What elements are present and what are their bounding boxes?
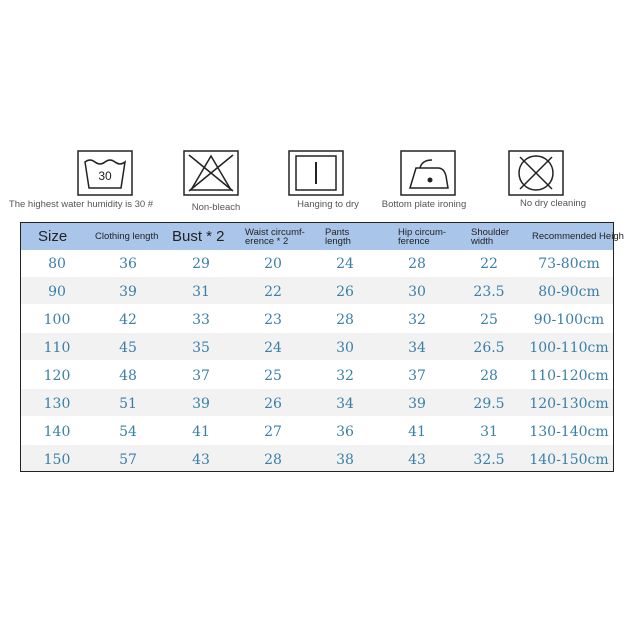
care-label-wash: The highest water humidity is 30 # — [8, 199, 154, 210]
cell-recommended-height: 73-80cm — [538, 256, 600, 272]
wash-temp-label: 30 — [98, 169, 112, 183]
cell-pants-length: 32 — [336, 368, 354, 384]
hang-dry-icon — [288, 150, 344, 196]
cell-hip: 41 — [408, 424, 426, 440]
cell-size: 110 — [43, 340, 71, 356]
cell-recommended-height: 80-90cm — [538, 284, 600, 300]
cell-hip: 39 — [408, 396, 426, 412]
header-waist: Waist circumf- erence * 2 — [245, 226, 305, 247]
cell-bust: 41 — [192, 424, 210, 440]
care-label-no-dry-clean: No dry cleaning — [519, 198, 587, 209]
header-hip: Hip circum- ference — [398, 226, 447, 247]
cell-hip: 34 — [408, 340, 426, 356]
cell-bust: 39 — [192, 396, 210, 412]
cell-clothing-length: 48 — [119, 368, 137, 384]
cell-shoulder: 23.5 — [473, 284, 505, 300]
cell-bust: 31 — [192, 284, 210, 300]
header-clothing-length: Clothing length — [95, 231, 159, 242]
cell-clothing-length: 57 — [119, 452, 137, 468]
cell-size: 80 — [48, 256, 66, 272]
cell-shoulder: 32.5 — [473, 452, 505, 468]
cell-hip: 30 — [408, 284, 426, 300]
no-bleach-icon — [183, 150, 239, 196]
cell-recommended-height: 90-100cm — [533, 312, 605, 328]
cell-shoulder: 25 — [480, 312, 498, 328]
cell-clothing-length: 36 — [119, 256, 137, 272]
cell-clothing-length: 42 — [119, 312, 137, 328]
cell-pants-length: 28 — [336, 312, 354, 328]
cell-size: 140 — [43, 424, 71, 440]
cell-bust: 29 — [192, 256, 210, 272]
cell-hip: 32 — [408, 312, 426, 328]
cell-waist: 24 — [264, 340, 282, 356]
cell-size: 150 — [43, 452, 71, 468]
cell-shoulder: 31 — [480, 424, 498, 440]
cell-waist: 26 — [264, 396, 282, 412]
cell-recommended-height: 140-150cm — [529, 452, 609, 468]
care-label-iron: Bottom plate ironing — [381, 199, 467, 210]
cell-clothing-length: 39 — [119, 284, 137, 300]
wash-30-icon — [77, 150, 133, 196]
cell-size: 130 — [43, 396, 71, 412]
cell-size: 120 — [43, 368, 71, 384]
cell-bust: 37 — [192, 368, 210, 384]
cell-pants-length: 26 — [336, 284, 354, 300]
cell-waist: 27 — [264, 424, 282, 440]
cell-pants-length: 24 — [336, 256, 354, 272]
care-label-hang-dry: Hanging to dry — [297, 199, 359, 210]
cell-waist: 22 — [264, 284, 282, 300]
no-dry-clean-icon — [508, 150, 564, 196]
cell-pants-length: 34 — [336, 396, 354, 412]
cell-bust: 43 — [192, 452, 210, 468]
cell-hip: 37 — [408, 368, 426, 384]
cell-recommended-height: 110-120cm — [529, 368, 609, 384]
header-recommended-height: Recommended Heigh — [532, 231, 624, 242]
cell-waist: 28 — [264, 452, 282, 468]
cell-waist: 25 — [264, 368, 282, 384]
cell-recommended-height: 120-130cm — [529, 396, 609, 412]
header-shoulder: Shoulder width — [471, 226, 510, 247]
cell-shoulder: 28 — [480, 368, 498, 384]
cell-waist: 20 — [264, 256, 282, 272]
cell-hip: 28 — [408, 256, 426, 272]
cell-pants-length: 36 — [336, 424, 354, 440]
cell-hip: 43 — [408, 452, 426, 468]
header-pants-length: Pants length — [325, 226, 351, 247]
cell-size: 100 — [43, 312, 71, 328]
cell-bust: 35 — [192, 340, 210, 356]
cell-shoulder: 29.5 — [473, 396, 505, 412]
cell-shoulder: 22 — [480, 256, 498, 272]
cell-size: 90 — [48, 284, 66, 300]
cell-pants-length: 38 — [336, 452, 354, 468]
cell-bust: 33 — [192, 312, 210, 328]
cell-clothing-length: 45 — [119, 340, 137, 356]
cell-clothing-length: 54 — [119, 424, 137, 440]
cell-recommended-height: 130-140cm — [529, 424, 609, 440]
cell-recommended-height: 100-110cm — [529, 340, 609, 356]
care-label-no-bleach: Non-bleach — [191, 202, 241, 213]
cell-pants-length: 30 — [336, 340, 354, 356]
cell-clothing-length: 51 — [119, 396, 137, 412]
iron-icon — [400, 150, 456, 196]
header-size: Size — [38, 228, 68, 245]
cell-waist: 23 — [264, 312, 282, 328]
header-bust: Bust * 2 — [172, 228, 225, 245]
cell-shoulder: 26.5 — [473, 340, 505, 356]
size-table-frame — [20, 222, 624, 472]
